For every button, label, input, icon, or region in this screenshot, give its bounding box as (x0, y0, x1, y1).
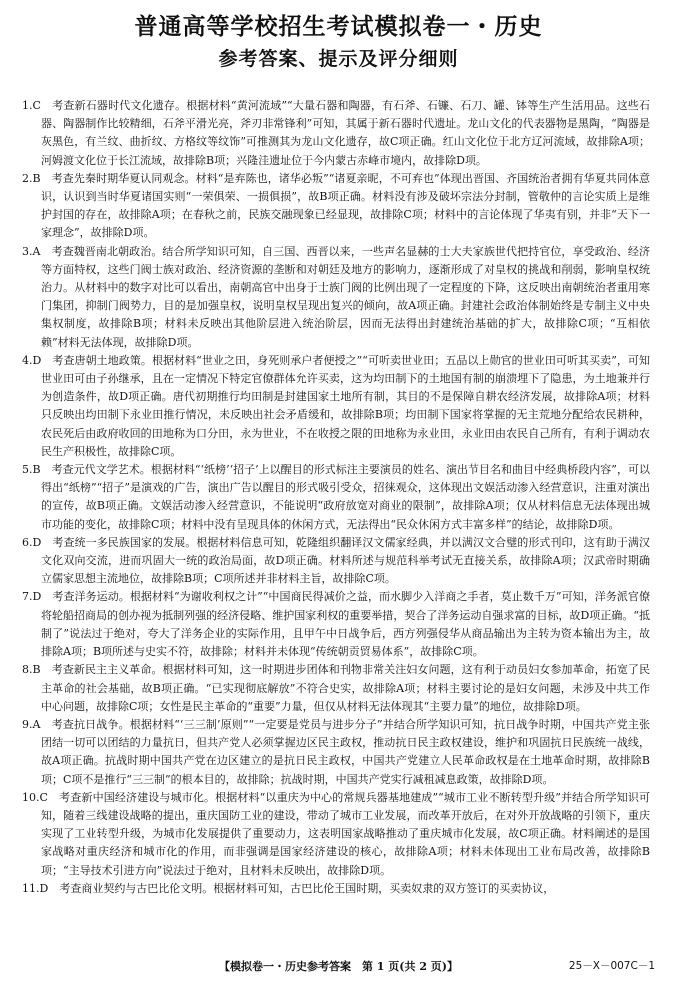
answer-item-1: 1.C 考查新石器时代文化遗存。根据材料“黄河流域”“大量石器和陶器，有石斧、石镰、石刀、罐、钵等生产生活用品。这些石器、陶器制作比较精细，石斧平滑光亮，斧刃非常锋利”可知，其属于新石器时代遗址。龙山文化的代表器物是黑陶，“陶器是灰黑色，有兰纹、曲折纹、方格纹等纹饰”可推测其为龙山文化遗存，故C项正确。红山文化位于北方辽河流域，故排除A项；河姆渡文化位于长江流域，故排除B项；兴隆洼遗址位于今内蒙古赤峰市境内，故排除D项。 (22, 99, 650, 167)
footer-page-info: 【模拟卷一・历史参考答案 第 1 页(共 2 页)】 (218, 960, 459, 973)
footer-paper-code: 25－X－007C－1 (568, 960, 655, 972)
page-subtitle: 参考答案、提示及评分细则 (218, 48, 459, 70)
answer-item-10: 10.C 考查新中国经济建设与城市化。根据材料“以重庆为中心的常规兵器基地建成”“城市工业不断转型升级”并结合所学知识可知，随着三线建设战略的提出，重庆国防工业的建设，带动了城市工业发展，而改革开放后，在对外开放战略的引领下，重庆实现了工业转型升级，为城市化发展提供了重要动力，这表明国家战略推动了重庆城市化发展，故C项正确。材料阐述的是国家战略对重庆经济和城市化的作用，而非强调是国家经济建设的核心，故排除A项；材料未体现出工业布局改善，故排除B项；“主导技术引进方向”说法过于绝对，且材料未反映出，故排除D项。 (22, 790, 650, 877)
answer-item-4: 4.D 考查唐朝土地政策。根据材料“世业之田，身死则承户者便授之”“可听卖世业田；五品以上勋官的世业田可听其买卖”，可知世业田可由子孙继承，且在一定情况下特定官僚群体允许买卖，这为均田制下的土地国有制的崩溃埋下了隐患，为土地兼并行为创造条件，故D项正确。唐代初期推行均田制是封建国家土地所有制，其目的不是保障自耕农经济发展，故排除A项；材料只反映出均田制下永业田推行情况，未反映出社会矛盾缓和，故排除B项；均田制下国家将掌握的无主荒地分配给农民耕种，农民死后由政府收回的田地称为口分田，永为世业，不在收授之限的田地称为永业田，永业田由农民自己所有，有利于调动农民生产积极性，故排除C项。 (22, 353, 650, 458)
answer-item-9: 9.A 考查抗日战争。根据材料“‘三三制’原则”“一定要是党员与进步分子”并结合所学知识可知，抗日战争时期，中国共产党主张团结一切可以团结的力量抗日，但共产党人必须掌握边区民主政权，推动抗日民主政权建设，维护和巩固抗日民族统一战线，故A项正确。抗战时期中国共产党在边区建立的是抗日民主政权，中国共产党建立人民革命政权是在土地革命时期，故排除B项；C项不是推行“三三制”的根本目的，故排除；抗战时期，中国共产党实行减租减息政策，故排除D项。 (22, 717, 650, 786)
page-footer (0, 958, 677, 974)
answer-item-3: 3.A 考查魏晋南北朝政治。结合所学知识可知，自三国、西晋以来，一些声名显赫的士大夫家族世代把持官位，享受政治、经济等方面特权，这些门阀士族对政治、经济资源的垄断和对朝廷及地方的影响力，逐渐形成了对皇权的挑战和削弱，影响皇权统治力。从材料中的数字对比可以看出，南朝高官中出身于士族门阀的比例出现了一定程度的下降，这反映出南朝统治者重用寒门集团，抑制门阀势力，目的是加强皇权，说明皇权呈现出复兴的倾向，故A项正确。封建社会政治体制始终是专制主义中央集权制度，故排除B项；材料未反映出其他阶层进入统治阶层，因而无法得出封建统治基础的扩大，故排除C项；“互相依赖”材料无法体现，故排除D项。 (22, 244, 650, 349)
answer-item-5: 5.B 考查元代文学艺术。根据材料“‘纸榜’‘招子’上以醒目的形式标注主要演员的姓名、演出节目名和曲目中经典桥段内容”，可以得出“纸榜”“招子”是演戏的广告，演出广告以醒目的形式吸引受众，招徕观众，这体现出文娱活动渗入经营意识，注重对演出的宣传，故B项正确。文娱活动渗入经营意识，不能说明“政府放宽对商业的限制”，故排除A项；仅从材料信息无法体现出城市功能的变化，故排除C项；材料中没有呈现具体的休闲方式，无法得出“民众休闲方式丰富多样”的结论，故排除D项。 (22, 463, 650, 531)
answer-list (22, 97, 650, 898)
answer-item-2: 2.B 考查先秦时期华夏认同观念。材料“是弃陈也，诸华必叛”“诸夏亲昵，不可弃也”体现出晋国、齐国统治者拥有华夏共同体意识，认识到当时华夏诸国实则“一荣俱荣、一损俱损”，故B项正确。材料没有涉及破坏宗法分封制，管敬仲的言论实质上是维护封国的存在，故排除A项；在春秋之前，民族交融现象已经显现，故排除C项；材料中的言论体现了华夷有别，并非“天下一家理念”，故排除D项。 (22, 171, 650, 240)
answer-item-7: 7.D 考查洋务运动。根据材料“为谢收利权之计”“中国商民得减价之益，而水脚少入洋商之手者，莫止数千万”可知，洋务派官僚将轮船招商局的创办视为抵制列强的经济侵略、维护国家利权的重要举措，契合了洋务运动自强求富的目标，故D项正确。“抵制了”说法过于绝对，夸大了洋务企业的实际作用，且甲午中日战争后，西方列强侵华从商品输出为主转为资本输出为主，故排除A项；B项所述与史实不符，故排除；材料并未体现“传统朝贡贸易体系”，故排除C项。 (22, 590, 650, 659)
page-title: 普通高等学校招生考试模拟卷一・历史 (134, 14, 543, 40)
answer-item-6: 6.D 考查统一多民族国家的发展。根据材料信息可知，乾隆组织翻译汉文儒家经典，并以满汉文合璧的形式刊印，这有助于满汉文化双向交流，进而巩固大一统的政治局面，故D项正确。材料所述与规范科举考试无直接关系，故排除A项；汉武帝时期确立儒家思想主流地位，故排除B项；C项所述并非材料主旨，故排除C项。 (22, 535, 650, 586)
answer-item-8: 8.B 考查新民主主义革命。根据材料可知，这一时期进步团体和刊物非常关注妇女问题，这有利于动员妇女参加革命，拓宽了民主革命的社会基础，故B项正确。“已实现彻底解放”不符合史实，故排除A项；材料主要讨论的是妇女问题，未涉及中共工作中心问题，故排除C项；女性是民主革命的“重要”力量，但仅从材料无法体现其“主要力量”的地位，故排除D项。 (22, 663, 650, 713)
answer-item-11: 11.D 考查商业契约与古巴比伦文明。根据材料可知，古巴比伦王国时期，买卖奴隶的双方签订的买卖协议， (22, 881, 555, 895)
